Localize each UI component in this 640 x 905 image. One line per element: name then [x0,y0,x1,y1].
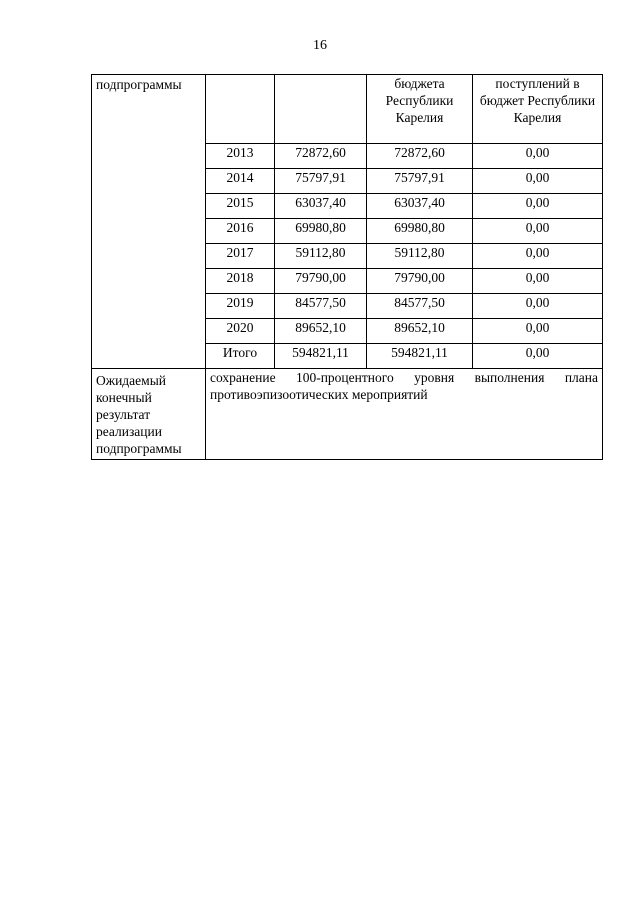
header-budget: бюджета Республики Карелия [367,75,473,144]
receipts-cell: 0,00 [473,344,603,369]
expected-result-label: Ожидаемый конечный результат реализации подпрограммы [92,369,206,460]
budget-cell: 84577,50 [367,294,473,319]
total-cell: 59112,80 [275,244,367,269]
year-cell: Итого [206,344,275,369]
receipts-cell: 0,00 [473,294,603,319]
receipts-cell: 0,00 [473,144,603,169]
total-cell: 63037,40 [275,194,367,219]
budget-cell: 79790,00 [367,269,473,294]
total-cell: 84577,50 [275,294,367,319]
budget-cell: 594821,11 [367,344,473,369]
subprogram-finance-table [91,74,603,460]
receipts-cell: 0,00 [473,194,603,219]
year-cell: 2020 [206,319,275,344]
receipts-cell: 0,00 [473,169,603,194]
budget-cell: 72872,60 [367,144,473,169]
total-cell: 594821,11 [275,344,367,369]
receipts-cell: 0,00 [473,319,603,344]
expected-result-row [92,369,603,460]
budget-cell: 89652,10 [367,319,473,344]
total-cell: 69980,80 [275,219,367,244]
budget-cell: 69980,80 [367,219,473,244]
total-cell: 79790,00 [275,269,367,294]
receipts-cell: 0,00 [473,269,603,294]
header-year [206,75,275,144]
year-cell: 2018 [206,269,275,294]
budget-cell: 59112,80 [367,244,473,269]
header-receipts: поступлений в бюджет Республики Карелия [473,75,603,144]
total-cell: 75797,91 [275,169,367,194]
year-cell: 2019 [206,294,275,319]
expected-result-text: сохранение 100-процентного уровня выполнения плана противоэпизоотических мероприятий [206,369,603,460]
total-cell: 89652,10 [275,319,367,344]
year-cell: 2015 [206,194,275,219]
total-cell: 72872,60 [275,144,367,169]
page-number: 16 [313,38,327,53]
budget-cell: 75797,91 [367,169,473,194]
receipts-cell: 0,00 [473,244,603,269]
header-total [275,75,367,144]
year-cell: 2016 [206,219,275,244]
receipts-cell: 0,00 [473,219,603,244]
year-cell: 2013 [206,144,275,169]
subprogram-label-cell [92,75,206,369]
table-header-row [92,75,603,144]
year-cell: 2017 [206,244,275,269]
budget-cell: 63037,40 [367,194,473,219]
year-cell: 2014 [206,169,275,194]
subprogram-label: подпрограммы [96,77,182,92]
